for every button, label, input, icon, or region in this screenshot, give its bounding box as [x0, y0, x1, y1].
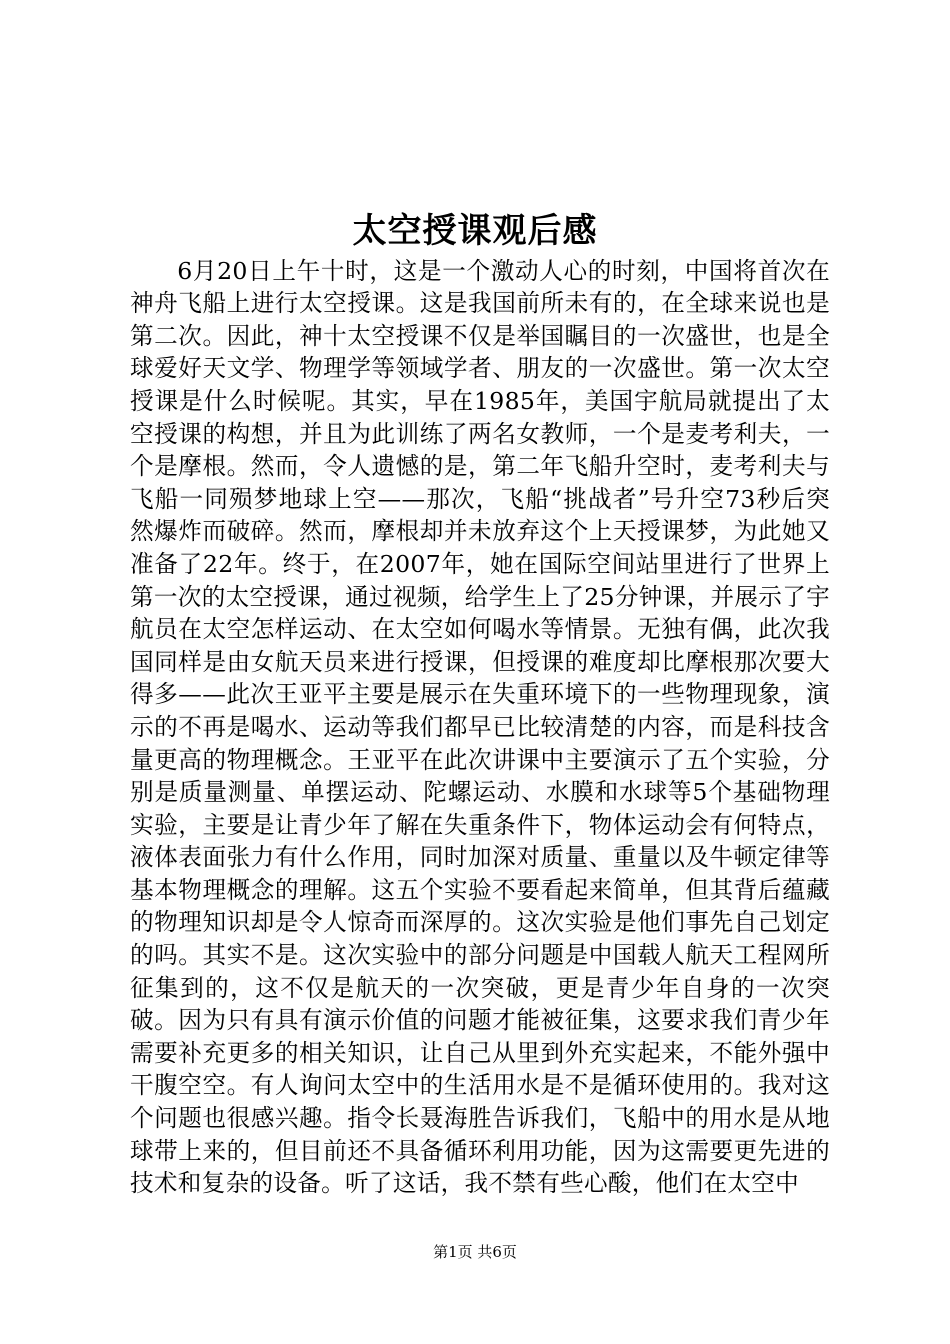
page-footer: 第1页 共6页: [433, 1243, 517, 1261]
body-paragraph: 6月20日上午十时，这是一个激动人心的时刻，中国将首次在神舟飞船上进行太空授课。这是我国前所未有的，在全球来说也是第二次。因此，神十太空授课不仅是举国瞩目的一次盛世，也是全球爱好天文学、物理学等领域学者、朋友的一次盛世。第一次太空授课是什么时候呢。其实，早在1985年，美国宇航局就提出了太空授课的构想，并且为此训练了两名女教师，一个是麦考利夫，一个是摩根。然而，令人遗憾的是，第二年飞船升空时，麦考利夫与飞船一同殒梦地球上空——那次，飞船“挑战者”号升空73秒后突然爆炸而破碎。然而，摩根却并未放弃这个上天授课梦，为此她又准备了22年。终于，在2007年，她在国际空间站里进行了世界上第一次的太空授课，通过视频，给学生上了25分钟课，并展示了宇航员在太空怎样运动、在太空如何喝水等情景。无独有偶，此次我国同样是由女航天员来进行授课，但授课的难度却比摩根那次要大得多——此次王亚平主要是展示在失重环境下的一些物理现象，演示的不再是喝水、运动等我们都早已比较清楚的内容，而是科技含量更高的物理概念。王亚平在此次讲课中主要演示了五个实验，分别是质量测量、单摆运动、陀螺运动、水膜和水球等5个基础物理实验，主要是让青少年了解在失重条件下，物体运动会有何特点，液体表面张力有什么作用，同时加深对质量、重量以及牛顿定律等基本物理概念的理解。这五个实验不要看起来简单，但其背后蕴藏的物理知识却是令人惊奇而深厚的。这次实验是他们事先自己划定的吗。其实不是。这次实验中的部分问题是中国载人航天工程网所征集到的，这不仅是航天的一次突破，更是青少年自身的一次突破。因为只有具有演示价值的问题才能被征集，这要求我们青少年需要补充更多的相关知识，让自己从里到外充实起来，不能外强中干腹空空。有人询问太空中的生活用水是不是循环使用的。我对这个问题也很感兴趣。指令长聂海胜告诉我们，飞船中的用水是从地球带上来的，但目前还不具备循环利用功能，因为这需要更先进的技术和复杂的设备。听了这话，我不禁有些心酸，他们在太空中: [130, 256, 830, 1198]
document-title: 太空授课观后感: [352, 210, 598, 251]
